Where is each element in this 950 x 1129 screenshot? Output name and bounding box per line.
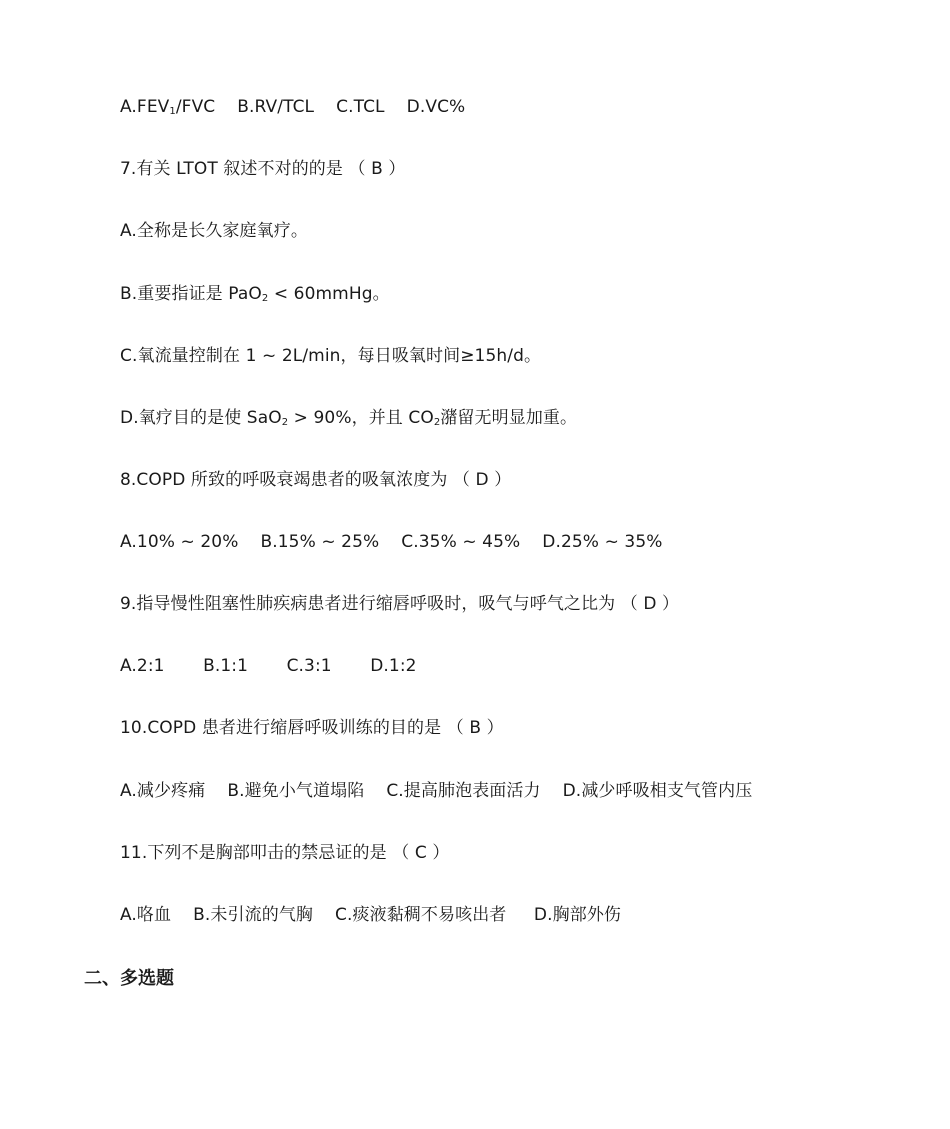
question-8	[120, 469, 511, 491]
line-text: D.氧疗目的是使 SaO	[120, 408, 282, 428]
answer-options-q10	[120, 780, 752, 802]
subscript-text: 2	[261, 293, 269, 304]
line-text: 潴留无明显加重。	[440, 408, 578, 428]
answer-options-q11	[120, 904, 621, 926]
section-heading-multiple-choice: 二、多选题	[84, 968, 174, 989]
line-text: A.减少疼痛 B.避免小气道塌陷 C.提高肺泡表面活力 D.减少呼吸相支气管内压	[120, 781, 753, 801]
line-text: A.全称是长久家庭氧疗。	[120, 221, 308, 241]
option-d-q7	[120, 407, 577, 429]
answer-options-q9	[120, 655, 417, 677]
line-text: /FVC B.RV/TCL C.TCL D.VC%	[175, 97, 466, 117]
line-text: A.2:1 B.1:1 C.3:1 D.1:2	[120, 656, 417, 676]
answer-options-q6	[120, 96, 465, 118]
line-text: A.FEV	[120, 97, 170, 117]
line-text: > 90%，并且 CO	[288, 408, 434, 428]
line-text: 9.指导慢性阻塞性肺疾病患者进行缩唇呼吸时，吸气与呼气之比为 （ D ）	[120, 594, 680, 614]
line-text: 10.COPD 患者进行缩唇呼吸训练的目的是 （ B ）	[120, 718, 504, 738]
line-text: C.氧流量控制在 1 ~ 2L/min，每日吸氧时间≥15h/d。	[120, 346, 542, 366]
question-7	[120, 158, 405, 180]
option-b-q7	[120, 283, 390, 305]
line-text: A.咯血 B.未引流的气胸 C.痰液黏稠不易咳出者 D.胸部外伤	[120, 905, 622, 925]
line-text: 7.有关 LTOT 叙述不对的的是 （ B ）	[120, 159, 406, 179]
subscript-text: 2	[281, 417, 289, 428]
line-text: 11.下列不是胸部叩击的禁忌证的是 （ C ）	[120, 843, 450, 863]
subscript-text: 2	[433, 417, 441, 428]
line-text: A.10% ~ 20% B.15% ~ 25% C.35% ~ 45% D.25% ~ 35%	[120, 532, 663, 552]
line-text: < 60mmHg。	[268, 284, 390, 304]
question-11	[120, 842, 449, 864]
question-10	[120, 717, 504, 739]
option-c-q7	[120, 345, 541, 367]
line-text: 8.COPD 所致的呼吸衰竭患者的吸氧浓度为 （ D ）	[120, 470, 512, 490]
line-text: B.重要指证是 PaO	[120, 284, 262, 304]
subscript-text: 1	[169, 106, 176, 117]
answer-options-q8	[120, 531, 663, 553]
question-9	[120, 593, 679, 615]
option-a-q7	[120, 220, 308, 242]
